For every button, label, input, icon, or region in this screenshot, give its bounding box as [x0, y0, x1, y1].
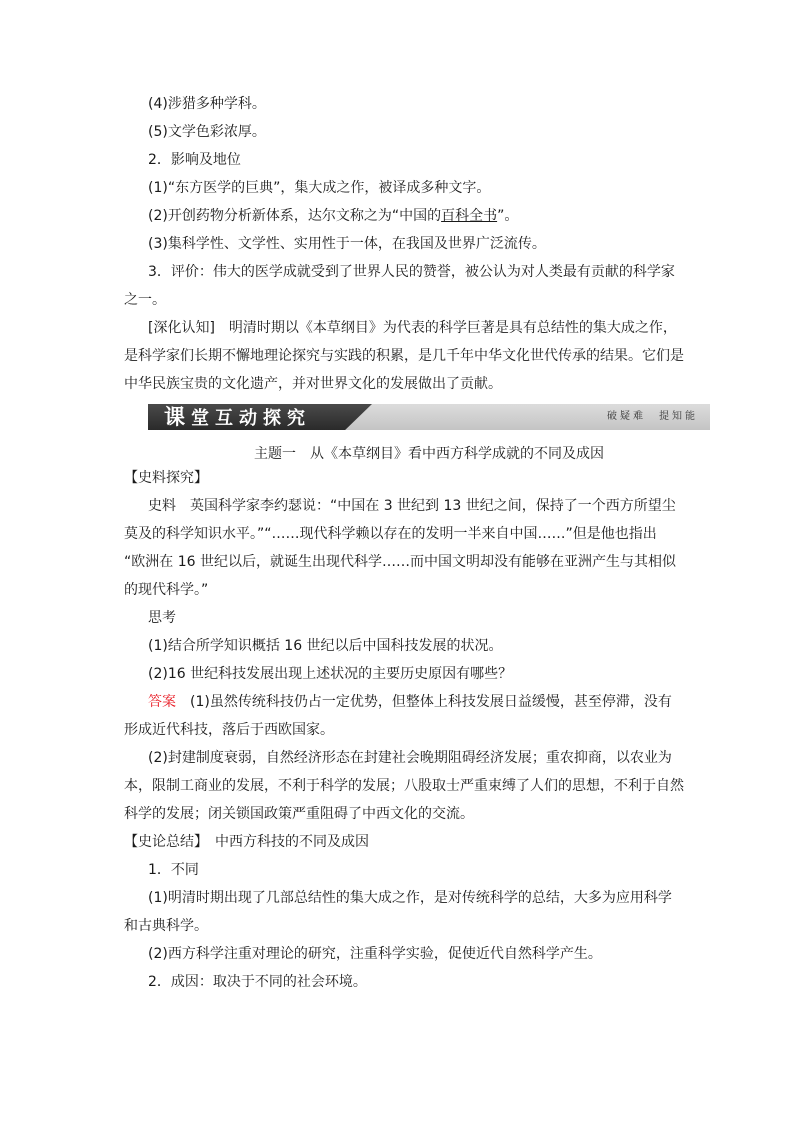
text-line: “欧洲在 16 世纪以后，就诞生出现代科学……而中国文明却没有能够在亚洲产生与其相似: [124, 554, 676, 570]
section-heading: 【史论总结】 中西方科技的不同及成因: [124, 834, 369, 850]
text-line: (3)集科学性、文学性、实用性于一体，在我国及世界广泛流传。: [148, 236, 546, 252]
text-line: 莫及的科学知识水平。”“……现代科学赖以存在的发明一半来自中国……”但是他也指出: [124, 526, 657, 542]
text-line: (2)16 世纪科技发展出现上述状况的主要历史原因有哪些？: [148, 666, 513, 682]
section-heading: 【史料探究】: [124, 470, 208, 486]
banner-title-rest: 堂互动探究: [191, 408, 311, 429]
text-line: 和古典科学。: [124, 918, 208, 934]
underlined-term: 百科全书: [441, 208, 498, 224]
text-line: 3．评价：伟大的医学成就受到了世界人民的赞誉，被公认为对人类最有贡献的科学家: [148, 264, 675, 280]
topic-title: 主题一 从《本草纲目》看中西方科学成就的不同及成因: [254, 446, 604, 462]
text-line: (5)文学色彩浓厚。: [148, 124, 266, 140]
answer-line: [148, 692, 708, 712]
text-line: (1)“东方医学的巨典”，集大成之作，被译成多种文字。: [148, 180, 491, 196]
text-line: (1)明清时期出现了几部总结性的集大成之作，是对传统科学的总结，大多为应用科学: [148, 890, 672, 906]
text-line: 科学的发展；闭关锁国政策严重阻碍了中西文化的交流。: [124, 806, 474, 822]
text-line: (4)涉猎多种学科。: [148, 96, 266, 112]
text-span: ”。: [497, 208, 519, 224]
section-banner: [148, 404, 710, 430]
text-line: 2．影响及地位: [148, 152, 241, 168]
banner-title: [164, 406, 311, 430]
banner-subtitle: 破疑难 提知能: [607, 411, 698, 422]
text-line: 2．成因：取决于不同的社会环境。: [148, 974, 367, 990]
answer-label: 答案: [148, 694, 176, 710]
text-line: 本，限制工商业的发展，不利于科学的发展；八股取士严重束缚了人们的思想，不利于自然: [124, 778, 684, 794]
text-line: (1)结合所学知识概括 16 世纪以后中国科技发展的状况。: [148, 638, 503, 654]
text-line: 是科学家们长期不懈地理论探究与实践的积累，是几千年中华文化世代传承的结果。它们是: [124, 348, 684, 364]
text-line: 史料 英国科学家李约瑟说：“中国在 3 世纪到 13 世纪之间，保持了一个西方所望尘: [148, 498, 676, 514]
banner-title-first-char: 课: [164, 404, 191, 429]
text-line: 思考: [148, 610, 176, 626]
text-line: 1．不同: [148, 862, 199, 878]
text-line: 形成近代科技，落后于西欧国家。: [124, 722, 334, 738]
text-line: 之一。: [124, 292, 166, 308]
text-line: (2)封建制度衰弱，自然经济形态在封建社会晚期阻碍经济发展；重农抑商，以农业为: [148, 750, 672, 766]
text-span: (2)开创药物分析新体系，达尔文称之为“中国的: [148, 208, 442, 224]
text-line: [148, 206, 708, 226]
text-line: 的现代科学。”: [124, 582, 209, 598]
text-line: (2)西方科学注重对理论的研究，注重科学实验，促使近代自然科学产生。: [148, 946, 602, 962]
text-span: (1)虽然传统科技仍占一定优势，但整体上科技发展日益缓慢，甚至停滞，没有: [176, 694, 672, 710]
text-line: [深化认知] 明清时期以《本草纲目》为代表的科学巨著是具有总结性的集大成之作，: [148, 320, 677, 336]
text-line: 中华民族宝贵的文化遗产，并对世界文化的发展做出了贡献。: [124, 376, 502, 392]
